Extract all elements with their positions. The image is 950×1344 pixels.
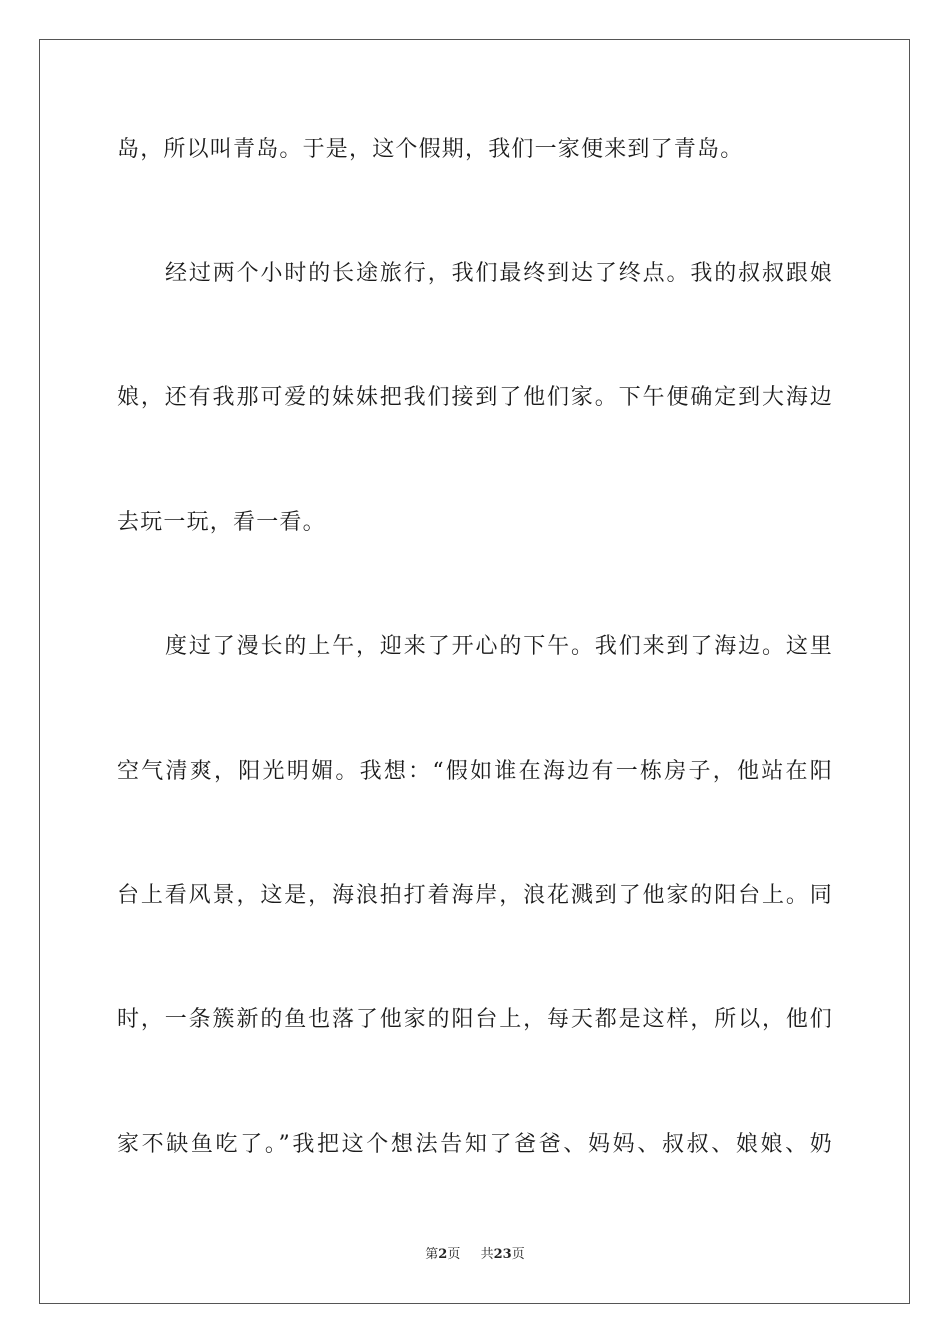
text-line: 岛，所以叫青岛。于是，这个假期，我们一家便来到了青岛。 (117, 137, 744, 162)
text-line: 家不缺鱼吃了。”我把这个想法告知了爸爸、妈妈、叔叔、娘娘、奶 (117, 1132, 833, 1157)
total-suffix: 页 (511, 1247, 525, 1262)
text-line: 度过了漫长的上午，迎来了开心的下午。我们来到了海边。这里 (165, 634, 833, 659)
text-line: 时，一条簇新的鱼也落了他家的阳台上，每天都是这样，所以，他们 (117, 1007, 833, 1032)
text-line: 经过两个小时的长途旅行，我们最终到达了终点。我的叔叔跟娘 (165, 261, 833, 286)
page-indicator (425, 1247, 464, 1262)
page-prefix: 第 (425, 1247, 439, 1262)
page-footer (0, 1246, 950, 1264)
total-pages-indicator (481, 1247, 525, 1262)
page-number: 2 (438, 1247, 448, 1262)
total-prefix: 共 (480, 1247, 494, 1262)
page-suffix: 页 (447, 1247, 461, 1262)
text-line: 空气清爽，阳光明媚。我想：“假如谁在海边有一栋房子，他站在阳 (117, 759, 833, 784)
total-pages: 23 (493, 1247, 512, 1262)
text-line: 台上看风景，这是，海浪拍打着海岸，浪花溅到了他家的阳台上。同 (117, 883, 833, 908)
page-border (39, 39, 910, 1304)
text-line: 去玩一玩，看一看。 (117, 510, 326, 535)
text-line: 娘，还有我那可爱的妹妹把我们接到了他们家。下午便确定到大海边 (117, 385, 833, 410)
